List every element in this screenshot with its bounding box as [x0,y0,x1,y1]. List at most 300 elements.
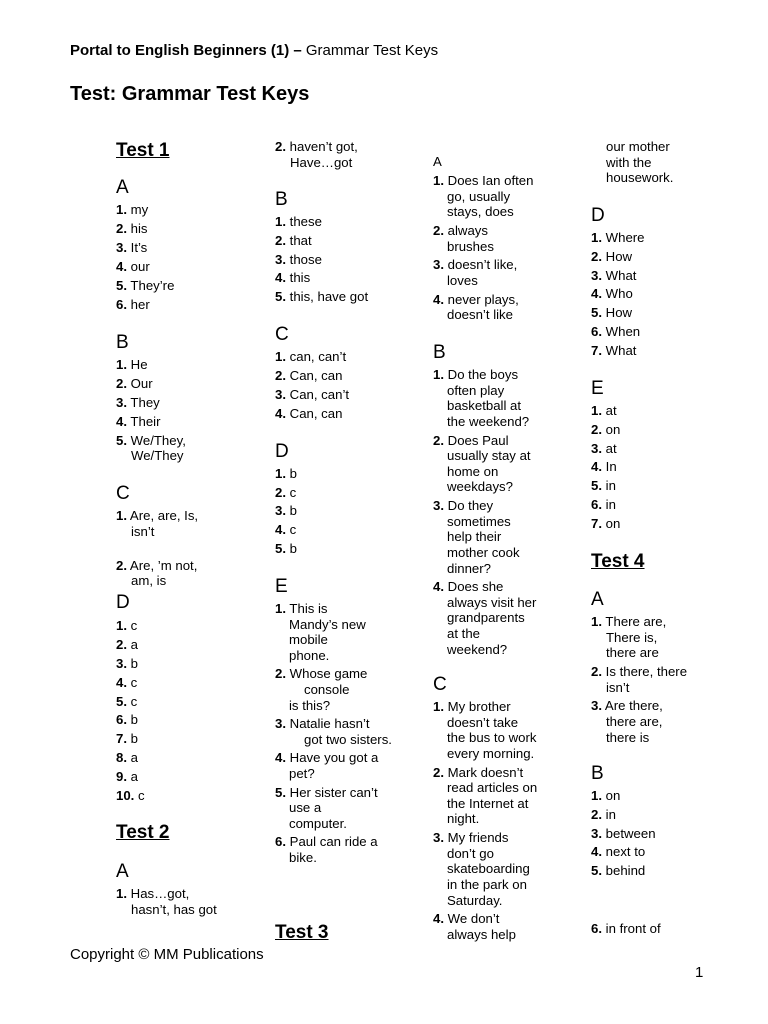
item-number: 3. [591,698,602,714]
item-number: 3. [433,257,444,273]
item-number: 2. [591,421,602,437]
answer-text: Are, ’m not, [127,557,198,573]
item-number: 6. [275,834,286,850]
answer-text: Does she [444,579,504,595]
answer-text: Are there, [602,698,663,714]
answer-item [591,324,645,340]
test-3-c-list [433,699,537,946]
answer-text-line: weekdays? [447,479,513,495]
answer-item [275,252,368,268]
answer-text-line: weekend? [447,641,508,657]
test-2-section-d: D [275,441,289,462]
answer-item [275,233,368,249]
answer-item [116,788,145,804]
answer-item [591,863,656,879]
item-number: 4. [591,286,602,302]
item-number: 2. [591,806,602,822]
item-number: 2. [275,232,286,248]
answer-item [275,834,392,865]
test-4-section-b: B [591,763,604,784]
answer-item [591,826,656,842]
answer-text: b [286,540,297,556]
item-number: 1. [591,788,602,803]
answer-text-line: always help [447,926,516,942]
answer-text-line: always visit her [447,594,537,610]
item-number: 2. [275,139,286,154]
answer-item [591,788,656,804]
answer-item [433,498,536,576]
answer-text: What [602,267,637,283]
answer-item [591,614,687,661]
answer-item [275,541,297,557]
answer-item [116,508,198,539]
test-1-section-d: D [116,592,130,613]
test-3-a-list [433,173,533,326]
answer-text-line: with the [606,154,652,170]
answer-item [116,656,145,672]
item-number: 3. [275,716,286,732]
item-number: 4. [116,258,127,274]
test-3-section-b: B [433,342,446,363]
item-number: 2. [433,432,444,448]
answer-text-line: usually stay at [447,448,531,464]
item-number: 4. [275,405,286,421]
answer-text: c [286,522,297,538]
answer-text: in [602,478,616,494]
answer-text: those [286,251,322,267]
item-number: 2. [275,367,286,383]
item-number: 3. [433,498,444,514]
answer-item [591,230,645,246]
item-number: 8. [116,750,127,766]
answer-text: Can, can’t [286,386,350,402]
answer-text: Our [127,375,153,391]
item-number: 1. [116,886,127,901]
answer-item [275,485,297,501]
answer-item [275,349,349,365]
answer-text: They’re [127,277,175,293]
answer-text-line: the weekend? [447,413,530,429]
item-number: 4. [116,674,127,690]
page-title: Test: Grammar Test Keys [70,83,310,105]
answer-text: his [127,220,148,236]
answer-text: always [444,222,488,238]
answer-text-line: bike. [289,849,317,865]
answer-text-line: home on [447,463,499,479]
answer-item [591,478,620,494]
answer-item [591,921,661,937]
answer-item [116,240,174,256]
answer-text: in front of [602,921,661,936]
answer-text: My friends [444,830,509,846]
answer-text-line: there is [606,729,650,745]
item-number: 4. [275,522,286,538]
answer-text-line: mother cook [447,544,520,560]
item-number: 1. [433,699,444,714]
answer-text: Can, can [286,405,343,421]
running-header [70,42,438,59]
answer-text: Whose game [286,666,368,682]
answer-item [116,769,145,785]
item-number: 1. [591,403,602,418]
answer-text-line: There is, [606,629,658,645]
answer-text: In [602,459,617,475]
item-number: 3. [275,251,286,267]
answer-item [591,343,645,359]
item-number: 5. [275,784,286,800]
answer-text-line: sometimes [447,513,511,529]
item-number: 3. [591,267,602,283]
answer-text-line: loves [447,272,478,288]
answer-text: Are, are, Is, [127,508,199,523]
answer-text: on [602,788,621,803]
answer-text: in [602,806,616,822]
answer-text: between [602,825,656,841]
test-2-e-list [275,601,392,869]
answer-item [116,433,186,449]
item-number: 2. [116,557,127,573]
item-number: 3. [275,503,286,519]
answer-text-line: the Internet at [447,795,529,811]
answer-item [116,675,145,691]
page-number: 1 [695,964,704,981]
item-number: 9. [116,769,127,785]
header-book-title: Portal to English Beginners (1) – [70,42,302,59]
item-number: 5. [275,540,286,556]
answer-text: a [127,769,138,785]
item-number: 2. [433,222,444,238]
test-1-d-list [116,618,145,807]
answer-text: c [286,484,297,500]
test-3-section-e: E [591,378,604,399]
answer-text-line: there are [606,645,659,661]
item-number: 3. [116,239,127,255]
test-4-b-list [591,788,656,882]
item-number: 1. [116,357,127,372]
answer-text: How [602,305,633,321]
item-number: 10. [116,788,135,804]
answer-text-line: our mother [606,139,670,154]
answer-item [116,618,145,634]
answer-item [275,601,392,663]
item-number: 2. [116,636,127,652]
answer-item [116,558,198,589]
item-number: 5. [116,432,127,448]
answer-item [591,249,645,265]
answer-text: Who [602,286,633,302]
answer-text: can, can’t [286,349,347,364]
answer-item [591,441,620,457]
answer-text: b [127,655,138,671]
answer-text: next to [602,844,646,860]
answer-text-line: help their [447,529,502,545]
test-1-section-a: A [116,177,129,198]
answer-text: Mark doesn’t [444,764,524,780]
answer-text-line: got two sisters. [304,731,392,747]
answer-item [275,716,392,747]
item-number: 2. [116,375,127,391]
answer-text: on [602,515,621,531]
item-number: 3. [591,825,602,841]
answer-text: Is there, there [602,663,688,679]
header-subtitle: Grammar Test Keys [301,42,439,59]
answer-text-line: grandparents [447,610,525,626]
test-3-heading: Test 3 [275,922,329,943]
answer-item [116,637,145,653]
item-number: 1. [275,466,286,481]
answer-text-line: mobile [289,632,328,648]
test-2-section-c: C [275,324,289,345]
answer-item [116,357,186,373]
answer-text-line: am, is [131,573,167,589]
item-number: 5. [591,305,602,321]
item-number: 3. [591,440,602,456]
test-1-section-c: C [116,483,130,504]
answer-text-line: housework. [606,170,674,186]
test-3-e-list [591,403,620,534]
item-number: 4. [591,844,602,860]
answer-text: There are, [602,614,667,629]
answer-item [275,387,349,403]
item-number: 3. [433,830,444,846]
answer-item [591,422,620,438]
answer-text-line: basketball at [447,398,522,414]
answer-item [433,223,533,254]
answer-text: our [127,258,150,274]
answer-text: He [127,357,148,372]
answer-continuation-block [606,139,673,186]
answer-item [275,522,297,538]
answer-text: Her sister can’t [286,784,378,800]
test-2-b-list [275,214,368,308]
answer-text-line: every morning. [447,745,535,761]
item-number: 6. [591,496,602,512]
answer-text: c [134,788,145,804]
test-2-section-e: E [275,576,288,597]
answer-item [433,911,537,942]
answer-text-line: night. [447,811,480,827]
item-number: 4. [275,750,286,766]
answer-text: Their [127,413,161,429]
answer-text: What [602,342,637,358]
answer-text-line: isn’t [131,523,155,539]
answer-item [275,666,392,713]
answer-item [116,202,174,218]
item-number: 2. [275,666,286,682]
test-3-section-d: D [591,205,605,226]
answer-text: b [127,712,138,728]
answer-text-line: doesn’t take [447,714,519,730]
answer-text: my [127,202,149,217]
answer-item [433,257,533,288]
answer-text: When [602,323,641,339]
answer-item [433,765,537,827]
item-number: 1. [591,614,602,629]
item-number: 1. [591,230,602,245]
answer-item [275,785,392,832]
answer-item [275,368,349,384]
answer-item [116,414,186,430]
answer-text-line: stays, does [447,204,514,220]
answer-text: Where [602,230,645,245]
answer-text: these [286,214,322,229]
answer-text-line: phone. [289,647,330,663]
test-1-section-b: B [116,332,129,353]
answer-text: at [602,403,617,418]
answer-item [275,406,349,422]
test-3-section-a: A [433,154,442,169]
item-number: 6. [116,296,127,312]
answer-text: haven’t got, [286,139,358,154]
answer-text: Natalie hasn’t [286,716,370,732]
answer-item [275,289,368,305]
item-number: 3. [116,394,127,410]
answer-continuation: We/They [131,448,184,463]
item-number: 1. [116,618,127,633]
test-2-d-list [275,466,297,559]
answer-item [433,367,536,429]
answer-item [275,503,297,519]
answer-text: behind [602,863,646,879]
answer-item [591,286,645,302]
answer-text: this [286,270,311,286]
item-number: 6. [116,712,127,728]
answer-text: c [127,693,138,709]
item-number: 5. [275,289,286,305]
item-number: 5. [591,863,602,879]
answer-item [591,698,687,745]
test-2-a-item-2 [275,139,358,170]
item-number: 4. [433,579,444,595]
test-2-section-b: B [275,189,288,210]
test-2-c-list [275,349,349,425]
answer-text-line: pet? [289,765,315,781]
answer-text: My brother [444,699,511,714]
item-number: 7. [116,731,127,747]
test-2-a-item-1 [116,886,217,917]
answer-text-line: Saturday. [447,892,503,908]
item-number: 4. [116,413,127,429]
answer-text: a [127,636,138,652]
answer-text-line: dinner? [447,560,491,576]
test-4-section-a: A [591,589,604,610]
item-number: 2. [591,248,602,264]
answer-text-line: doesn’t like [447,307,513,323]
answer-text-line: in the park on [447,876,527,892]
answer-text-line: brushes [447,238,494,254]
answer-text: at [602,440,617,456]
answer-text: Have you got a [286,750,379,766]
item-number: 1. [275,601,286,616]
answer-text: b [127,731,138,747]
answer-text: Does Ian often [444,173,534,188]
item-number: 1. [275,349,286,364]
answer-text-line: don’t go [447,845,494,861]
answer-item [116,395,186,411]
answer-item [116,376,186,392]
answer-item [275,750,392,781]
answer-text-line: read articles on [447,780,538,796]
item-number: 7. [591,342,602,358]
answer-text: on [602,421,621,437]
item-number: 7. [591,515,602,531]
test-3-b-list [433,367,536,660]
answer-item [275,466,297,482]
item-number: 4. [433,291,444,307]
item-number: 3. [116,655,127,671]
answer-text-line: is this? [289,697,331,713]
answer-text-line: use a [289,800,322,816]
copyright-footer: Copyright © MM Publications [70,946,264,963]
answer-text: We don’t [444,911,500,927]
answer-text: We/They, [127,432,186,448]
answer-text: Do they [444,498,494,514]
answer-text: Do the boys [444,367,519,382]
answer-text: Has…got, [127,886,190,901]
answer-text: her [127,296,150,312]
answer-text-line: the bus to work [447,730,537,746]
answer-item [591,664,687,695]
test-2-heading: Test 2 [116,822,170,843]
answer-text: b [286,503,297,519]
item-number: 1. [433,367,444,382]
answer-item [591,516,620,532]
answer-item [116,278,174,294]
test-3-section-c: C [433,674,447,695]
item-number: 1. [116,202,127,217]
answer-item [116,731,145,747]
answer-item [591,403,620,419]
item-number: 4. [433,911,444,927]
test-1-b-list [116,357,186,452]
item-number: 2. [275,484,286,500]
item-number: 4. [591,459,602,475]
answer-item [275,270,368,286]
answer-text: Paul can ride a [286,834,378,850]
test-4-b-item-6 [591,921,661,937]
answer-text-line: isn’t [606,679,630,695]
answer-text-line: often play [447,382,505,398]
answer-text: Does Paul [444,432,509,448]
answer-text: It’s [127,239,148,255]
answer-text-line: Mandy’s new [289,616,366,632]
answer-text: that [286,232,312,248]
item-number: 6. [591,323,602,339]
answer-text-line: go, usually [447,188,511,204]
answer-item [433,433,536,495]
answer-item [116,694,145,710]
answer-item [433,173,533,220]
answer-text: They [127,394,160,410]
answer-item [116,750,145,766]
answer-text: this, have got [286,289,369,305]
item-number: 4. [275,270,286,286]
answer-text: never plays, [444,291,519,307]
answer-item [116,221,174,237]
answer-text: in [602,496,616,512]
answer-item [275,214,368,230]
answer-item [116,259,174,275]
answer-text-line: at the [447,626,480,642]
test-2-section-a: A [116,861,129,882]
answer-item [591,305,645,321]
answer-item [591,844,656,860]
test-1-a-list [116,202,174,316]
answer-text-line: skateboarding [447,861,530,877]
answer-item [116,297,174,313]
item-number: 5. [116,277,127,293]
test-3-d-list [591,230,645,361]
